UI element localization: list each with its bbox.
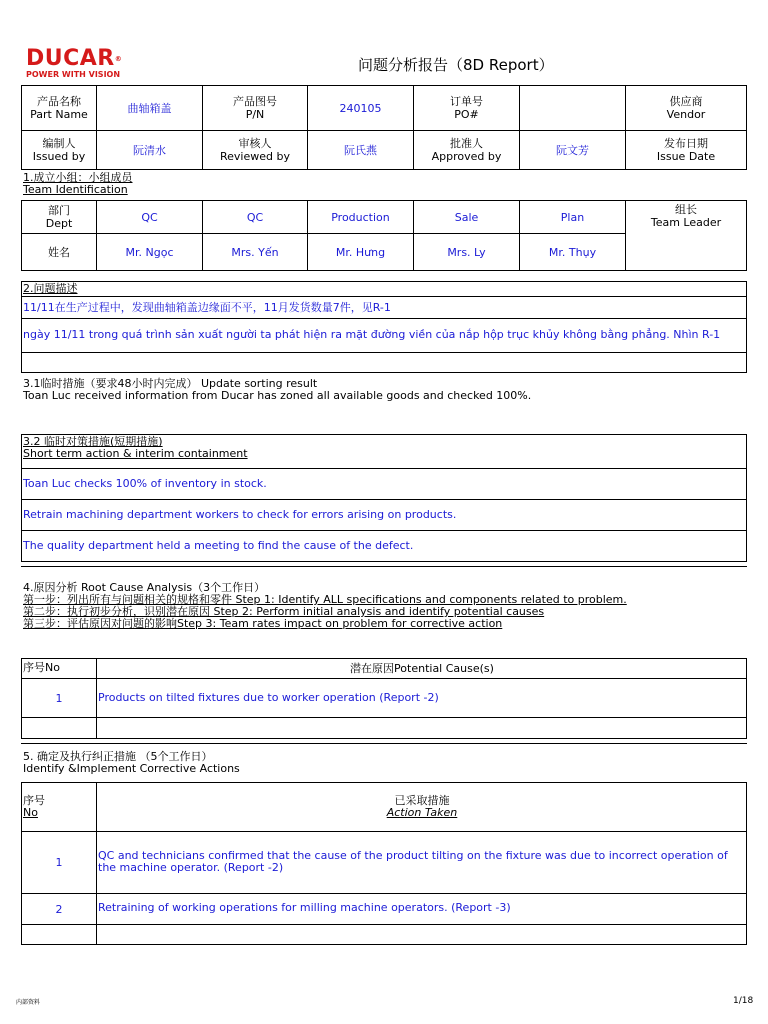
team-member-4: Mrs. Ly xyxy=(447,245,486,259)
name-label: 姓名 xyxy=(48,245,70,259)
part-number-label: 产品图号 P/N xyxy=(233,95,277,121)
corrective-col-action: 已采取措施 Action Taken xyxy=(386,794,458,819)
section2-title: 2.问题描述 xyxy=(23,282,78,295)
section31-body: Toan Luc received information from Ducar has zoned all available goods and checked 100%. xyxy=(23,389,532,402)
po-label: 订单号 PO# xyxy=(450,95,483,121)
section1-title-en: Team Identification xyxy=(23,183,128,196)
team-leader-label: 组长 Team Leader xyxy=(650,203,722,229)
interim-action-2: Retrain machining department workers to check for errors arising on products. xyxy=(23,508,457,521)
team-dept-2: QC xyxy=(246,210,264,224)
team-dept-5: Plan xyxy=(560,210,585,224)
section4-step1: 第一步：列出所有与问题相关的规格和零件 Step 1: Identify ALL specifications and components related to problem. xyxy=(23,593,627,606)
po-value xyxy=(520,86,625,130)
corrective-row-2-no: 2 xyxy=(55,902,63,916)
team-member-2: Mrs. Yến xyxy=(231,245,279,259)
root-cause-row-cause: Products on tilted fixtures due to worker operation (Report -2) xyxy=(98,691,439,704)
root-cause-col-cause: 潜在原因Potential Cause(s) xyxy=(350,662,494,675)
approved-by-value: 阮文芳 xyxy=(556,143,589,157)
corrective-row-1-no: 1 xyxy=(55,856,63,869)
approved-by-label: 批准人 Approved by xyxy=(431,137,502,163)
issue-date-label: 发布日期 Issue Date xyxy=(656,137,716,163)
team-dept-4: Sale xyxy=(454,210,479,224)
section4-title: 4.原因分析 Root Cause Analysis（3个工作日） xyxy=(23,581,266,594)
section4-step2: 第二步：执行初步分析，识别潜在原因 Step 2: Perform initial analysis and identify potential causes xyxy=(23,605,545,618)
team-member-1: Mr. Ngọc xyxy=(125,245,174,259)
interim-action-1: Toan Luc checks 100% of inventory in stock. xyxy=(23,477,267,490)
team-dept-1: QC xyxy=(141,210,158,224)
issued-by-value: 阮清水 xyxy=(133,143,166,157)
issued-by-label: 编制人 Issued by xyxy=(32,137,86,163)
team-member-3: Mr. Hưng xyxy=(335,245,386,259)
section32-title-cn: 3.2 临时对策措施(短期措施) xyxy=(23,435,163,448)
problem-description-cn: 11/11在生产过程中，发现曲轴箱盖边缘面不平，11月发货数量7件，见R-1 xyxy=(23,301,391,314)
dept-label: 部门 Dept xyxy=(45,204,73,230)
logo-tagline: POWER WITH VISION xyxy=(26,70,121,79)
reviewed-by-value: 阮氏燕 xyxy=(344,143,377,157)
section1-title-cn: 1.成立小组：小组成员 xyxy=(23,171,133,184)
corrective-row-1-action: QC and technicians confirmed that the cause of the product tilting on the fixture was due to incorrect operation of the machine operator. (Report -2) xyxy=(98,849,728,874)
team-member-5: Mr. Thụy xyxy=(548,245,597,259)
reviewed-by-label: 审核人 Reviewed by xyxy=(220,137,290,163)
corrective-col-no: 序号 No xyxy=(23,794,45,819)
part-name-label: 产品名称 Part Name xyxy=(30,95,88,121)
section32-title-en: Short term action & interim containment xyxy=(23,447,248,460)
footer-label: 内部资料 xyxy=(16,999,41,1006)
root-cause-row-no: 1 xyxy=(55,691,63,705)
logo-text: DUCAR xyxy=(26,46,115,71)
section31-title: 3.1临时措施（要求48小时内完成） Update sorting result xyxy=(23,377,318,390)
page-number: 1/18 xyxy=(733,996,754,1006)
section5-title-cn: 5. 确定及执行纠正措施 （5个工作日） xyxy=(23,750,213,763)
problem-description-vi: ngày 11/11 trong quá trình sản xuất người ta phát hiện ra mặt đường viền của nắp hộp trục khủy không bằng phẳng. Nhìn R-1 xyxy=(23,328,721,341)
company-logo xyxy=(26,48,126,84)
interim-action-3: The quality department held a meeting to find the cause of the defect. xyxy=(23,539,414,552)
section4-step3: 第三步：评估原因对问题的影响Step 3: Team rates impact on problem for corrective action xyxy=(23,617,503,630)
logo-registered-mark: ® xyxy=(114,55,123,63)
team-dept-3: Production xyxy=(331,210,390,224)
problem-table xyxy=(21,281,747,373)
part-number-value: 240105 xyxy=(339,101,382,115)
corrective-row-2-action: Retraining of working operations for milling machine operators. (Report -3) xyxy=(98,901,511,914)
part-name-value: 曲轴箱盖 xyxy=(127,101,172,115)
section5-title-en: Identify &Implement Corrective Actions xyxy=(23,762,240,775)
vendor-label: 供应商 Vendor xyxy=(666,95,706,121)
report-title: 问题分析报告（8D Report） xyxy=(358,56,554,74)
root-cause-col-no: 序号No xyxy=(23,661,60,674)
